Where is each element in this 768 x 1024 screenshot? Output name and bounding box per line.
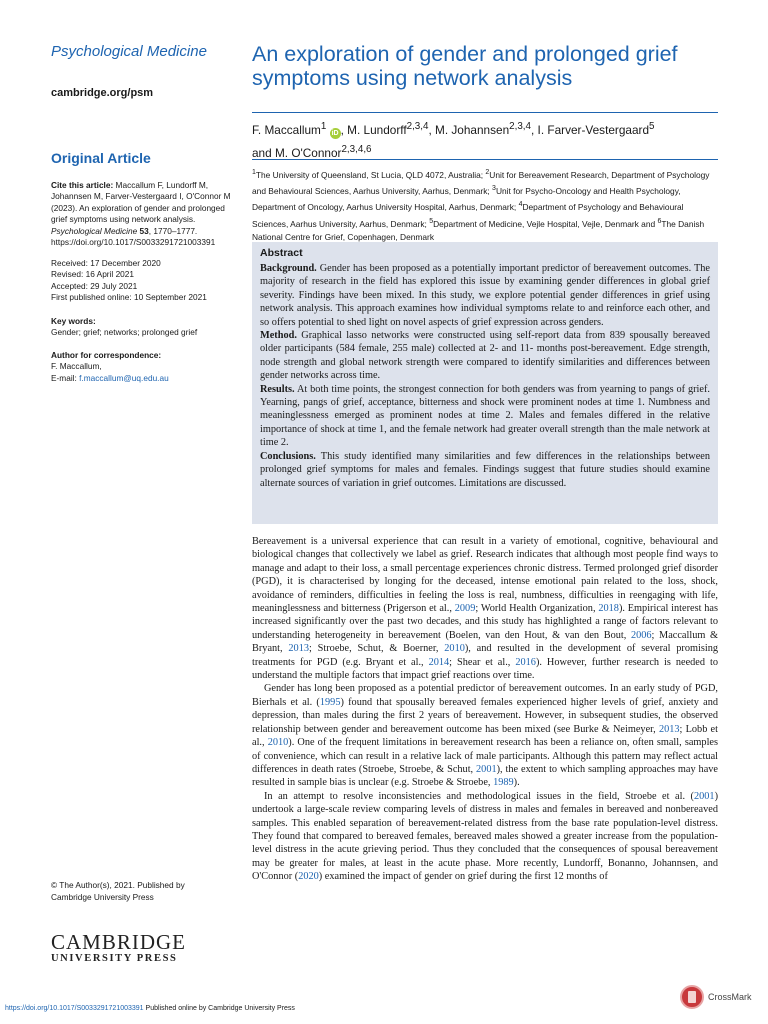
- correspondence-name: F. Maccallum,: [51, 361, 102, 372]
- author[interactable]: , I. Farver-Vestergaard: [531, 122, 650, 137]
- cambridge-logo-line1: CAMBRIDGE: [51, 930, 187, 954]
- authors-divider: [252, 159, 718, 160]
- results-label: Results.: [260, 383, 295, 395]
- footer-doi-link[interactable]: https://doi.org/10.1017/S0033291721003391: [5, 1005, 144, 1012]
- citation-link[interactable]: 2009: [454, 603, 476, 615]
- text: ). Empirical interest has increased significantly over the past two decades, and this study has highlighted a range of factors relevant to understanding heterogeneity in bereavement (Boelen, van den Hout, & van den Bout,: [252, 603, 719, 641]
- affil-sup: 2: [485, 169, 490, 176]
- author[interactable]: F. Maccallum: [252, 122, 321, 137]
- body-text: [252, 535, 718, 884]
- cite-journal: Psychological Medicine: [51, 225, 138, 236]
- cite-text: Maccallum F, Lundorff M, Johannsen M, Farver-Vestergaard I, O'Connor M (2023). An exploration of gender and prolonged grief symptoms using network analysis.: [51, 180, 231, 225]
- citation-link[interactable]: 2010: [267, 737, 289, 749]
- abstract-background: [260, 262, 710, 329]
- method-label: Method.: [260, 330, 297, 342]
- affil-sup: 6: [657, 217, 662, 225]
- author[interactable]: and M. O'Connor: [252, 145, 342, 160]
- text: In an attempt to resolve inconsistencies and methodological issues in the field, Stroebe et al. (: [264, 790, 694, 802]
- date-accepted: Accepted: 29 July 2021: [51, 280, 138, 291]
- footer: [5, 1005, 295, 1012]
- text: ; Stroebe, Schut, & Boerner,: [309, 643, 445, 655]
- citation-link[interactable]: 2016: [515, 656, 536, 668]
- affil-sup: 4: [518, 201, 523, 209]
- cambridge-logo-line2: UNIVERSITY PRESS: [51, 953, 178, 964]
- body-paragraph-2: [252, 682, 718, 789]
- orcid-icon[interactable]: iD: [331, 129, 339, 137]
- keywords-block: [51, 316, 241, 339]
- method-text: Graphical lasso networks were constructed using self-report data from 839 spousally bereaved older participants (584 female, 255 male) collected at 2- and 11- months post-bereavement. Edge strength, node strength and global network strength were compared to identify similarities and differences between gender networks across time.: [260, 330, 710, 382]
- abstract-heading: Abstract: [260, 247, 303, 259]
- citation-link[interactable]: 2013: [288, 643, 309, 655]
- author-list: [252, 117, 718, 163]
- email-label: E-mail:: [51, 372, 80, 383]
- citation-link[interactable]: 2001: [693, 790, 715, 802]
- keywords-value: Gender; grief; networks; prolonged grief: [51, 327, 198, 338]
- text: ). However, further research is needed to understand the multiple factors that impact grief reactions over time.: [252, 656, 718, 682]
- copyright-line1: © The Author(s), 2021. Published by: [51, 880, 185, 890]
- email-link[interactable]: f.maccallum@uq.edu.au: [79, 372, 169, 383]
- text: ) found that spousally bereaved females experienced higher levels of grief, anxiety and depression, than males during the first 2 years of bereavement. However, in subsequent studies, the observed relationship between gender and bereavement outcome has been mixed (see Burke & Neimeyer,: [252, 696, 718, 735]
- text: Gender has long been proposed as a potential predictor of bereavement outcomes. In an early study of PGD, Bierhals et al. (: [252, 683, 718, 708]
- copyright-line2: Cambridge University Press: [51, 891, 154, 902]
- citation-link[interactable]: 2001: [476, 763, 497, 775]
- cite-this-article: [51, 180, 241, 248]
- text: ; Maccallum & Bryant,: [252, 629, 718, 655]
- text: ; Shear et al.,: [449, 656, 516, 668]
- citation-link[interactable]: 1995: [319, 696, 341, 708]
- abstract-method: [260, 329, 710, 383]
- cite-label: Cite this article:: [51, 180, 114, 190]
- date-revised: Revised: 16 April 2021: [51, 269, 135, 280]
- author-sup: 2,3,4: [406, 121, 429, 132]
- conclusions-label: Conclusions.: [260, 450, 316, 462]
- affil-text: The University of Queensland, St Lucia, QLD 4072, Australia;: [255, 169, 486, 180]
- affil-sup: 5: [429, 217, 434, 225]
- abstract-box: [252, 242, 718, 524]
- affil-text: Department of Psychology and Behavioural Sciences, Aarhus University, Aarhus, Denmark;: [252, 202, 684, 229]
- citation-link[interactable]: 2020: [298, 871, 319, 883]
- affil-text: Unit for Psycho-Oncology and Health Psychology, Department of Oncology, Aarhus University Hospital, Aarhus, Denmark;: [252, 186, 681, 213]
- cite-pages-doi: , 1770–1777. https://doi.org/10.1017/S0033291721003391: [51, 225, 216, 248]
- correspondence-block: [51, 350, 241, 384]
- journal-url[interactable]: cambridge.org/psm: [51, 87, 154, 99]
- text: ), and resulted in the development of several promising treatments for PGD (e.g. Bryant et al.,: [252, 643, 718, 668]
- article-title: An exploration of gender and prolonged grief symptoms using network analysis: [252, 42, 678, 90]
- citation-link[interactable]: 1989: [493, 777, 514, 789]
- text: ; World Health Organization,: [475, 603, 599, 615]
- background-text: Gender has been proposed as a potentially important predictor of bereavement outcomes. The majority of research in the field has explored this issue by examining gender differences in global grief severity. Findings have been mixed. In this study, we explore potential gender differences in grief using network analysis. This approach examines how individual symptoms relate to and reinforce each other, and so offers potential to shed light on novel aspects of grief expression across genders.: [260, 263, 710, 328]
- text: ) undertook a large-scale review comparing levels of distress in males and females in bereaved and nonbereaved samples. This enabled separation of bereavement-related distress from the base rate population-level distress. They found that compared to bereaved females, bereaved males showed a greater increase from the population-level distress in the acute grieving period. Thus they concluded that the consequences of spousal bereavement may be greater for males, at least in the acute phase. More recently, Lundorff, Bonanno, Johannsen, and O'Connor (: [252, 790, 718, 883]
- author-sup: 1: [320, 121, 327, 132]
- body-paragraph-1: [252, 535, 718, 682]
- citation-link[interactable]: 2018: [598, 603, 619, 615]
- date-received: Received: 17 December 2020: [51, 258, 161, 268]
- footer-text: Published online by Cambridge University Press: [143, 1005, 295, 1012]
- citation-link[interactable]: 2010: [444, 643, 465, 655]
- article-type: Original Article: [51, 150, 151, 166]
- text: ; Lobb et al.,: [252, 723, 718, 749]
- correspondence-label: Author for correspondence:: [51, 350, 162, 360]
- conclusions-text: This study identified many similarities and few differences in the relationships between prolonged grief symptoms for males and females. Findings suggest that future studies should examine alternate sources of variation in grief outcomes. Limitations are discussed.: [260, 450, 710, 489]
- crossmark-badge[interactable]: [680, 985, 752, 1009]
- crossmark-icon: [680, 985, 704, 1009]
- dates-block: [51, 258, 241, 304]
- background-label: Background.: [260, 263, 317, 274]
- affil-text: Department of Medicine, Vejle Hospital, Vejle, Denmark and: [433, 218, 658, 229]
- cambridge-logo: [51, 931, 186, 965]
- author[interactable]: , M. Johannsen: [428, 122, 510, 137]
- affil-text: The Danish National Centre for Grief, Copenhagen, Denmark: [252, 218, 705, 242]
- author-sup: 2,3,4,6: [341, 143, 372, 155]
- affil-text: Unit for Bereavement Research, Department of Psychology and Behavioural Sciences, Aarhus University, Aarhus, Denmark;: [252, 169, 710, 196]
- text: ). One of the frequent limitations in bereavement research has been a reliance on, often small, samples of convenience, which can result in a relative lack of male participants. Although this pattern may reflect actual differences in death rates (Stroebe, Stroebe, & Schut,: [252, 737, 719, 775]
- cite-volume: 53: [137, 225, 149, 236]
- affil-sup: 3: [492, 185, 496, 193]
- affil-sup: 1: [252, 169, 256, 176]
- copyright: [51, 880, 241, 903]
- text: ) examined the impact of gender on grief during the first 12 months of: [318, 871, 608, 883]
- body-paragraph-3: [252, 790, 718, 884]
- affiliations: [252, 166, 718, 244]
- citation-link[interactable]: 2006: [630, 629, 652, 641]
- citation-link[interactable]: 2013: [658, 723, 680, 735]
- title-divider: [252, 112, 718, 113]
- citation-link[interactable]: 2014: [428, 656, 450, 668]
- text: ), the extent to which sampling approaches may have resulted in sample bias is unclear (e.g. Stroebe & Stroebe,: [252, 763, 718, 789]
- journal-name[interactable]: Psychological Medicine: [51, 43, 207, 60]
- author[interactable]: , M. Lundorff: [340, 122, 407, 137]
- crossmark-label: CrossMark: [708, 992, 752, 1002]
- author-sup: 2,3,4: [509, 121, 531, 132]
- results-text: At both time points, the strongest connection for both genders was from yearning to pangs of grief. Yearning, pangs of grief, acceptance, bitterness and shock were prominent nodes at time 1. Numbness and meaninglessness emerged as prominent nodes at time 2. Males and females differed in the relative importance of shock at time 1, and the female network had greater overall strength than the male network at time 2.: [260, 383, 710, 449]
- date-published: First published online: 10 September 2021: [51, 292, 207, 303]
- author-sup: 5: [649, 121, 655, 132]
- keywords-label: Key words:: [51, 316, 96, 326]
- text: Bereavement is a universal experience that can result in a variety of emotional, cognitive, behavioural and biological changes that collectively we label as grief. Research indicates that although most people find ways to manage and adapt to their loss, a small percentage experiences chronic distress. Termed prolonged grief disorder (PGD), it is characterised by longing for the deceased, intense emotional pain related to the loss, shock, avoidance of reminders, difficulties in feeling the loss is real, numbness, difficulties in reengaging with life, meaninglessness and bitterness (Prigerson et al.,: [252, 536, 718, 615]
- abstract-conclusions: [260, 450, 710, 490]
- abstract-results: [260, 383, 710, 450]
- text: ).: [513, 777, 520, 789]
